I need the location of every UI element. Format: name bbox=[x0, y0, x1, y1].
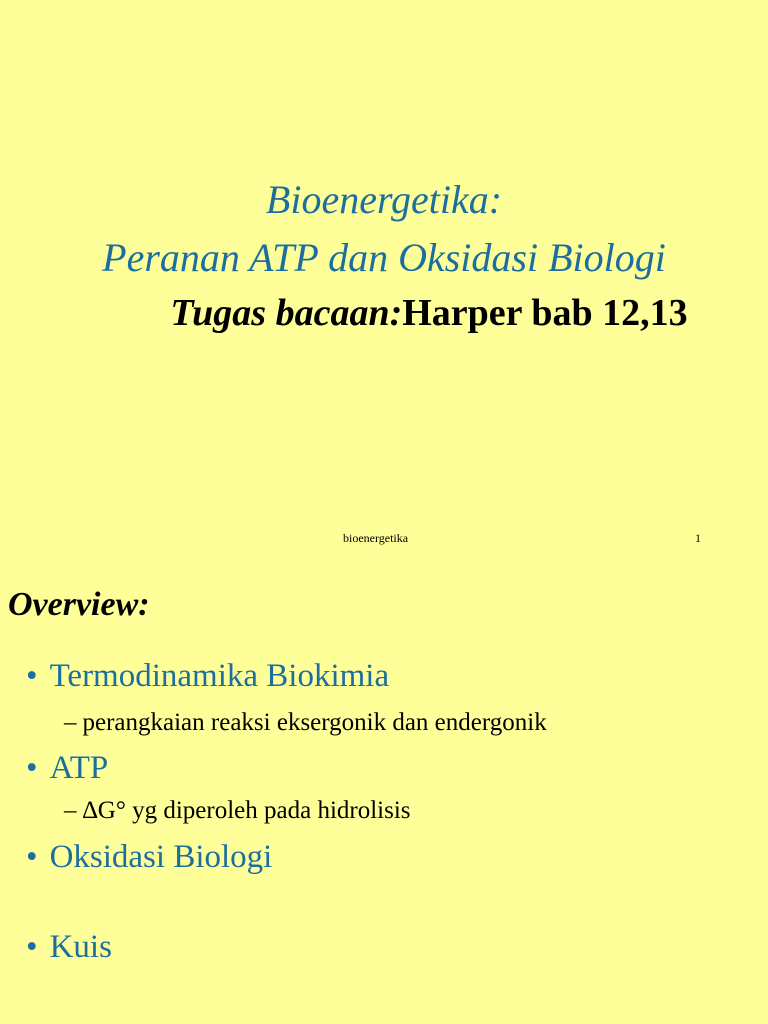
bullet-item bbox=[26, 656, 389, 696]
bullet-text: ATP bbox=[49, 750, 109, 786]
bullet-icon: • bbox=[26, 839, 38, 875]
sub-bullet-text: perangkaian reaksi eksergonik dan endergonik bbox=[82, 709, 547, 736]
bullet-icon: • bbox=[26, 658, 38, 694]
bullet-icon: • bbox=[26, 750, 38, 786]
overview-title: Overview: bbox=[8, 586, 150, 623]
bullet-icon: • bbox=[26, 929, 38, 965]
slide-title-line-2: Peranan ATP dan Oksidasi Biologi bbox=[102, 235, 666, 280]
dash-icon: – bbox=[64, 709, 77, 736]
slide-2 bbox=[0, 560, 768, 1024]
bullet-item bbox=[26, 927, 112, 967]
reading-assignment bbox=[0, 290, 768, 336]
slide-title-line-1: Bioenergetika: bbox=[265, 177, 503, 222]
slide-number: 1 bbox=[695, 531, 701, 545]
bullet-text: Oksidasi Biologi bbox=[49, 839, 273, 875]
bullet-item bbox=[26, 748, 108, 788]
bullet-text: Termodinamika Biokimia bbox=[49, 658, 390, 694]
bullet-item bbox=[26, 837, 272, 877]
sub-bullet-item bbox=[64, 796, 411, 826]
dash-icon: – bbox=[64, 797, 77, 824]
bullet-text: Kuis bbox=[49, 929, 112, 965]
slide-footer-name: bioenergetika bbox=[343, 531, 409, 545]
sub-bullet-text: ∆G° yg diperoleh pada hidrolisis bbox=[82, 797, 411, 824]
sub-bullet-item bbox=[64, 708, 547, 738]
reading-value: Harper bab 12,13 bbox=[402, 292, 688, 334]
reading-label: Tugas bacaan: bbox=[170, 292, 403, 334]
